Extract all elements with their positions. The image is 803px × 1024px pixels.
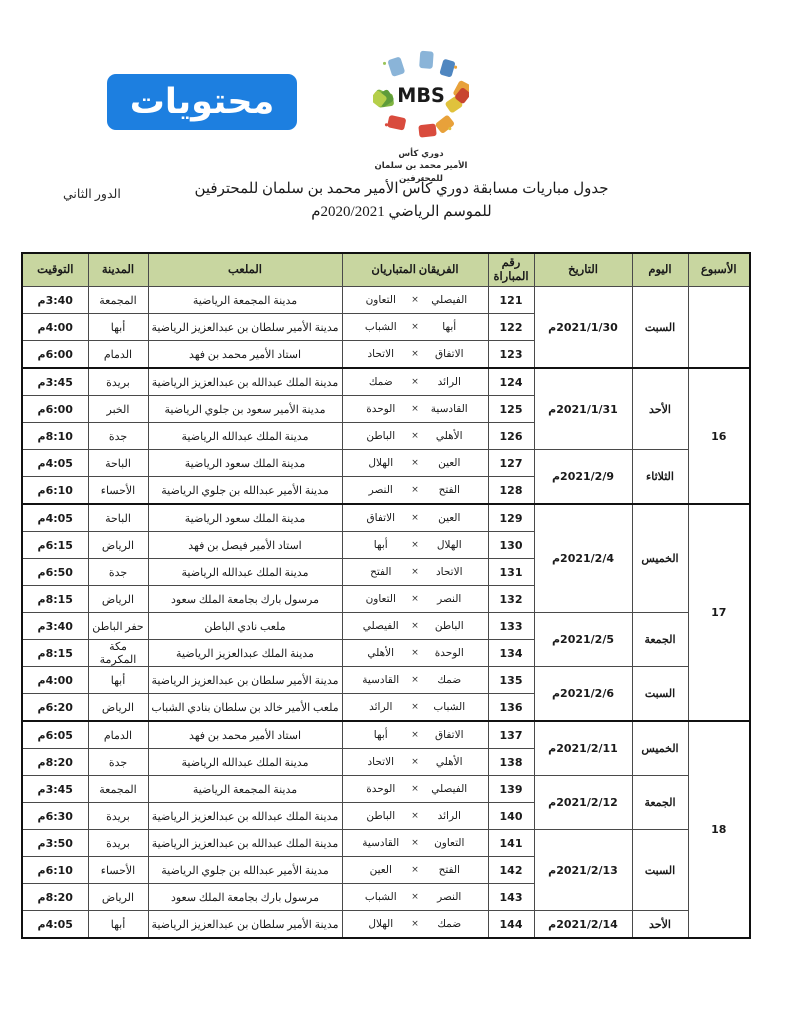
- team-b: التعاون: [365, 295, 396, 306]
- versus-symbol: ×: [411, 919, 419, 929]
- versus-symbol: ×: [411, 865, 419, 875]
- versus-symbol: ×: [411, 594, 419, 604]
- time-cell: 4:00م: [22, 314, 88, 341]
- versus-symbol: ×: [411, 730, 419, 740]
- stadium-cell: مدينة الأمير عبدالله بن جلوي الرياضية: [148, 477, 342, 505]
- day-cell: السبت: [632, 667, 688, 722]
- team-b: التعاون: [365, 594, 396, 605]
- match-number-cell: 122: [488, 314, 534, 341]
- stadium-cell: مدينة المجمعة الرياضية: [148, 776, 342, 803]
- week-cell: 18: [688, 721, 750, 938]
- team-b: الفتح: [370, 567, 392, 578]
- table-body: [22, 287, 750, 939]
- team-a: الفيصلي: [431, 295, 468, 306]
- city-cell: بريدة: [88, 830, 148, 857]
- team-b: الاتحاد: [367, 757, 394, 768]
- date-cell: 2021/1/30م: [534, 287, 632, 369]
- team-a: العين: [438, 458, 461, 469]
- stadium-cell: استاد الأمير فيصل بن فهد: [148, 532, 342, 559]
- table-row: [22, 504, 750, 532]
- stadium-cell: مدينة الملك عبدالله بن عبدالعزيز الرياضية: [148, 368, 342, 396]
- teams-cell: [342, 884, 488, 911]
- team-a: الاتحاد: [436, 567, 463, 578]
- city-cell: الرياض: [88, 586, 148, 613]
- time-cell: 4:05م: [22, 504, 88, 532]
- team-a: الفيصلي: [431, 784, 468, 795]
- col-header-time: التوقيت: [22, 253, 88, 287]
- team-a: الأهلي: [435, 757, 463, 768]
- team-b: أبها: [373, 730, 388, 741]
- week-cell: 17: [688, 504, 750, 721]
- teams-cell: [342, 532, 488, 559]
- teams-cell: [342, 749, 488, 776]
- team-b: ضمك: [368, 377, 393, 388]
- team-b: العين: [369, 865, 392, 876]
- day-cell: الجمعة: [632, 613, 688, 667]
- date-cell: 2021/2/9م: [534, 450, 632, 505]
- day-cell: الثلاثاء: [632, 450, 688, 505]
- city-cell: جدة: [88, 749, 148, 776]
- day-cell: السبت: [632, 830, 688, 911]
- time-cell: 6:20م: [22, 694, 88, 722]
- team-b: الاتفاق: [366, 513, 395, 524]
- page-title-line2: للموسم الرياضي 2020/2021م: [311, 204, 492, 221]
- team-a: الاتفاق: [435, 730, 464, 741]
- city-cell: حفر الباطن: [88, 613, 148, 640]
- teams-cell: [342, 640, 488, 667]
- svg-text:MBS: MBS: [397, 83, 445, 107]
- city-cell: بريدة: [88, 368, 148, 396]
- match-number-cell: 138: [488, 749, 534, 776]
- match-number-cell: 124: [488, 368, 534, 396]
- stadium-cell: مدينة الأمير عبدالله بن جلوي الرياضية: [148, 857, 342, 884]
- table-row: [22, 667, 750, 694]
- teams-cell: [342, 287, 488, 314]
- stadium-cell: ملعب نادي الباطن: [148, 613, 342, 640]
- day-cell: الخميس: [632, 721, 688, 776]
- stadium-cell: ملعب الأمير خالد بن سلطان بنادي الشباب: [148, 694, 342, 722]
- time-cell: 8:20م: [22, 749, 88, 776]
- col-header-city: المدينة: [88, 253, 148, 287]
- date-cell: 2021/2/14م: [534, 911, 632, 939]
- versus-symbol: ×: [411, 702, 419, 712]
- col-header-day: اليوم: [632, 253, 688, 287]
- stadium-cell: مرسول بارك بجامعة الملك سعود: [148, 884, 342, 911]
- versus-symbol: ×: [411, 784, 419, 794]
- mohtawiyat-logo: [107, 74, 297, 130]
- week-cell: 16: [688, 368, 750, 504]
- match-number-cell: 126: [488, 423, 534, 450]
- city-cell: جدة: [88, 559, 148, 586]
- city-cell: المجمعة: [88, 776, 148, 803]
- mbs-caption-line3: للمحترفين: [399, 173, 443, 184]
- page-header: [0, 0, 803, 184]
- match-number-cell: 132: [488, 586, 534, 613]
- teams-cell: [342, 803, 488, 830]
- match-number-cell: 121: [488, 287, 534, 314]
- time-cell: 6:10م: [22, 857, 88, 884]
- stadium-cell: مدينة الملك عبدالله بن عبدالعزيز الرياضية: [148, 803, 342, 830]
- city-cell: الدمام: [88, 721, 148, 749]
- stadium-cell: مدينة الملك عبدالعزيز الرياضية: [148, 640, 342, 667]
- team-b: الهلال: [368, 919, 394, 930]
- table-header: [22, 253, 750, 287]
- table-row: [22, 721, 750, 749]
- teams-cell: [342, 314, 488, 341]
- team-a: العين: [438, 513, 461, 524]
- city-cell: الرياض: [88, 884, 148, 911]
- teams-cell: [342, 559, 488, 586]
- city-cell: الأحساء: [88, 857, 148, 884]
- match-number-cell: 133: [488, 613, 534, 640]
- teams-cell: [342, 721, 488, 749]
- time-cell: 8:10م: [22, 423, 88, 450]
- versus-symbol: ×: [411, 811, 419, 821]
- teams-cell: [342, 613, 488, 640]
- teams-cell: [342, 911, 488, 939]
- team-a: ضمك: [437, 675, 462, 686]
- city-cell: الرياض: [88, 532, 148, 559]
- day-cell: الجمعة: [632, 776, 688, 830]
- team-b: النصر: [368, 485, 393, 496]
- match-number-cell: 125: [488, 396, 534, 423]
- match-number-cell: 129: [488, 504, 534, 532]
- time-cell: 6:30م: [22, 803, 88, 830]
- time-cell: 8:15م: [22, 640, 88, 667]
- city-cell: الدمام: [88, 341, 148, 369]
- stadium-cell: مدينة المجمعة الرياضية: [148, 287, 342, 314]
- table-row: [22, 911, 750, 939]
- title-section: [0, 178, 803, 244]
- team-b: الشباب: [364, 892, 397, 903]
- versus-symbol: ×: [411, 892, 419, 902]
- match-number-cell: 140: [488, 803, 534, 830]
- match-number-cell: 137: [488, 721, 534, 749]
- day-cell: الخميس: [632, 504, 688, 613]
- teams-cell: [342, 368, 488, 396]
- city-cell: الرياض: [88, 694, 148, 722]
- col-header-date: التاريخ: [534, 253, 632, 287]
- match-number-cell: 135: [488, 667, 534, 694]
- day-cell: الأحد: [632, 368, 688, 450]
- city-cell: أبها: [88, 667, 148, 694]
- stadium-cell: مدينة الأمير سلطان بن عبدالعزيز الرياضية: [148, 911, 342, 939]
- team-b: الوحدة: [366, 784, 396, 795]
- teams-cell: [342, 450, 488, 477]
- time-cell: 6:15م: [22, 532, 88, 559]
- mbs-logo-mark: [373, 48, 469, 144]
- match-number-cell: 136: [488, 694, 534, 722]
- date-cell: 2021/2/5م: [534, 613, 632, 667]
- team-b: القادسية: [362, 838, 400, 849]
- date-cell: 2021/1/31م: [534, 368, 632, 450]
- team-a: الأهلي: [435, 431, 463, 442]
- team-a: التعاون: [434, 838, 465, 849]
- match-number-cell: 128: [488, 477, 534, 505]
- teams-cell: [342, 586, 488, 613]
- stadium-cell: مدينة الملك سعود الرياضية: [148, 504, 342, 532]
- time-cell: 8:20م: [22, 884, 88, 911]
- table-row: [22, 368, 750, 396]
- team-a: أبها: [442, 322, 457, 333]
- mohtawiyat-logo-text: محتويات: [129, 81, 275, 122]
- team-b: الوحدة: [366, 404, 396, 415]
- stadium-cell: مدينة الأمير سلطان بن عبدالعزيز الرياضية: [148, 667, 342, 694]
- date-cell: 2021/2/4م: [534, 504, 632, 613]
- city-cell: أبها: [88, 314, 148, 341]
- team-a: الفتح: [438, 485, 460, 496]
- city-cell: مكة المكرمة: [88, 640, 148, 667]
- table-row: [22, 776, 750, 803]
- team-b: الفيصلي: [362, 621, 399, 632]
- versus-symbol: ×: [411, 838, 419, 848]
- match-number-cell: 139: [488, 776, 534, 803]
- stadium-cell: مدينة الملك عبدالله الرياضية: [148, 559, 342, 586]
- date-cell: 2021/2/12م: [534, 776, 632, 830]
- teams-cell: [342, 423, 488, 450]
- teams-cell: [342, 857, 488, 884]
- team-b: الهلال: [368, 458, 394, 469]
- versus-symbol: ×: [411, 567, 419, 577]
- team-a: الباطن: [434, 621, 464, 632]
- table-row: [22, 613, 750, 640]
- team-a: القادسية: [430, 404, 468, 415]
- table-row: [22, 287, 750, 314]
- team-a: الرائد: [437, 811, 461, 822]
- stadium-cell: مدينة الملك عبدالله الرياضية: [148, 423, 342, 450]
- time-cell: 6:00م: [22, 341, 88, 369]
- stadium-cell: استاد الأمير محمد بن فهد: [148, 721, 342, 749]
- versus-symbol: ×: [411, 404, 419, 414]
- day-cell: السبت: [632, 287, 688, 369]
- header-row: [22, 253, 750, 287]
- team-a: الشباب: [433, 702, 466, 713]
- city-cell: بريدة: [88, 803, 148, 830]
- teams-cell: [342, 341, 488, 369]
- team-a: الفتح: [438, 865, 460, 876]
- match-number-cell: 142: [488, 857, 534, 884]
- col-header-stadium: الملعب: [148, 253, 342, 287]
- stadium-cell: مدينة الملك عبدالله الرياضية: [148, 749, 342, 776]
- stadium-cell: مدينة الملك عبدالله بن عبدالعزيز الرياضية: [148, 830, 342, 857]
- teams-cell: [342, 396, 488, 423]
- week-cell: [688, 287, 750, 369]
- versus-symbol: ×: [411, 757, 419, 767]
- team-a: النصر: [437, 594, 462, 605]
- day-cell: الأحد: [632, 911, 688, 939]
- mbs-league-logo: [358, 48, 484, 185]
- team-b: الأهلي: [367, 648, 395, 659]
- match-number-cell: 143: [488, 884, 534, 911]
- team-a: الاتفاق: [435, 349, 464, 360]
- city-cell: الباحة: [88, 450, 148, 477]
- time-cell: 3:45م: [22, 368, 88, 396]
- date-cell: 2021/2/6م: [534, 667, 632, 722]
- match-number-cell: 134: [488, 640, 534, 667]
- match-number-cell: 123: [488, 341, 534, 369]
- versus-symbol: ×: [411, 322, 419, 332]
- col-header-teams: الفريقان المتباريان: [342, 253, 488, 287]
- stadium-cell: مدينة الأمير سلطان بن عبدالعزيز الرياضية: [148, 314, 342, 341]
- match-number-cell: 127: [488, 450, 534, 477]
- versus-symbol: ×: [411, 485, 419, 495]
- table-row: [22, 830, 750, 857]
- mbs-caption-line2: الأمير محمد بن سلمان: [374, 161, 468, 172]
- time-cell: 4:05م: [22, 911, 88, 939]
- team-b: القادسية: [362, 675, 400, 686]
- city-cell: جدة: [88, 423, 148, 450]
- team-b: أبها: [373, 540, 388, 551]
- team-b: الباطن: [366, 811, 396, 822]
- team-a: الوحدة: [434, 648, 464, 659]
- time-cell: 4:00م: [22, 667, 88, 694]
- versus-symbol: ×: [411, 648, 419, 658]
- teams-cell: [342, 830, 488, 857]
- match-number-cell: 141: [488, 830, 534, 857]
- col-header-week: الأسبوع: [688, 253, 750, 287]
- versus-symbol: ×: [411, 621, 419, 631]
- city-cell: الباحة: [88, 504, 148, 532]
- stadium-cell: مدينة الملك سعود الرياضية: [148, 450, 342, 477]
- time-cell: 3:45م: [22, 776, 88, 803]
- page-title-line1: جدول مباريات مسابقة دوري كأس الأمير محمد بن سلمان للمحترفين: [194, 181, 609, 197]
- city-cell: أبها: [88, 911, 148, 939]
- teams-cell: [342, 667, 488, 694]
- versus-symbol: ×: [411, 349, 419, 359]
- versus-symbol: ×: [411, 675, 419, 685]
- versus-symbol: ×: [411, 377, 419, 387]
- time-cell: 6:05م: [22, 721, 88, 749]
- time-cell: 4:05م: [22, 450, 88, 477]
- date-cell: 2021/2/13م: [534, 830, 632, 911]
- versus-symbol: ×: [411, 458, 419, 468]
- versus-symbol: ×: [411, 540, 419, 550]
- team-a: الهلال: [436, 540, 462, 551]
- teams-cell: [342, 477, 488, 505]
- table-row: [22, 450, 750, 477]
- team-a: الرائد: [437, 377, 461, 388]
- time-cell: 6:50م: [22, 559, 88, 586]
- time-cell: 3:40م: [22, 287, 88, 314]
- col-header-match-no: رقم المباراة: [488, 253, 534, 287]
- city-cell: الأحساء: [88, 477, 148, 505]
- team-b: الاتحاد: [367, 349, 394, 360]
- versus-symbol: ×: [411, 295, 419, 305]
- stadium-cell: مدينة الأمير سعود بن جلوي الرياضية: [148, 396, 342, 423]
- time-cell: 6:00م: [22, 396, 88, 423]
- versus-symbol: ×: [411, 513, 419, 523]
- round-label: الدور الثاني: [63, 187, 121, 201]
- teams-cell: [342, 504, 488, 532]
- team-b: الرائد: [369, 702, 393, 713]
- teams-cell: [342, 694, 488, 722]
- match-number-cell: 144: [488, 911, 534, 939]
- versus-symbol: ×: [411, 431, 419, 441]
- team-a: ضمك: [437, 919, 462, 930]
- time-cell: 6:10م: [22, 477, 88, 505]
- teams-cell: [342, 776, 488, 803]
- city-cell: الخبر: [88, 396, 148, 423]
- time-cell: 3:40م: [22, 613, 88, 640]
- city-cell: المجمعة: [88, 287, 148, 314]
- stadium-cell: مرسول بارك بجامعة الملك سعود: [148, 586, 342, 613]
- schedule-table-wrapper: [37, 252, 751, 939]
- match-number-cell: 131: [488, 559, 534, 586]
- team-b: الباطن: [366, 431, 396, 442]
- mbs-caption-line1: دوري كأس: [398, 149, 444, 159]
- date-cell: 2021/2/11م: [534, 721, 632, 776]
- schedule-table: [21, 252, 751, 939]
- stadium-cell: استاد الأمير محمد بن فهد: [148, 341, 342, 369]
- match-number-cell: 130: [488, 532, 534, 559]
- team-a: النصر: [437, 892, 462, 903]
- team-b: الشباب: [364, 322, 397, 333]
- time-cell: 8:15م: [22, 586, 88, 613]
- time-cell: 3:50م: [22, 830, 88, 857]
